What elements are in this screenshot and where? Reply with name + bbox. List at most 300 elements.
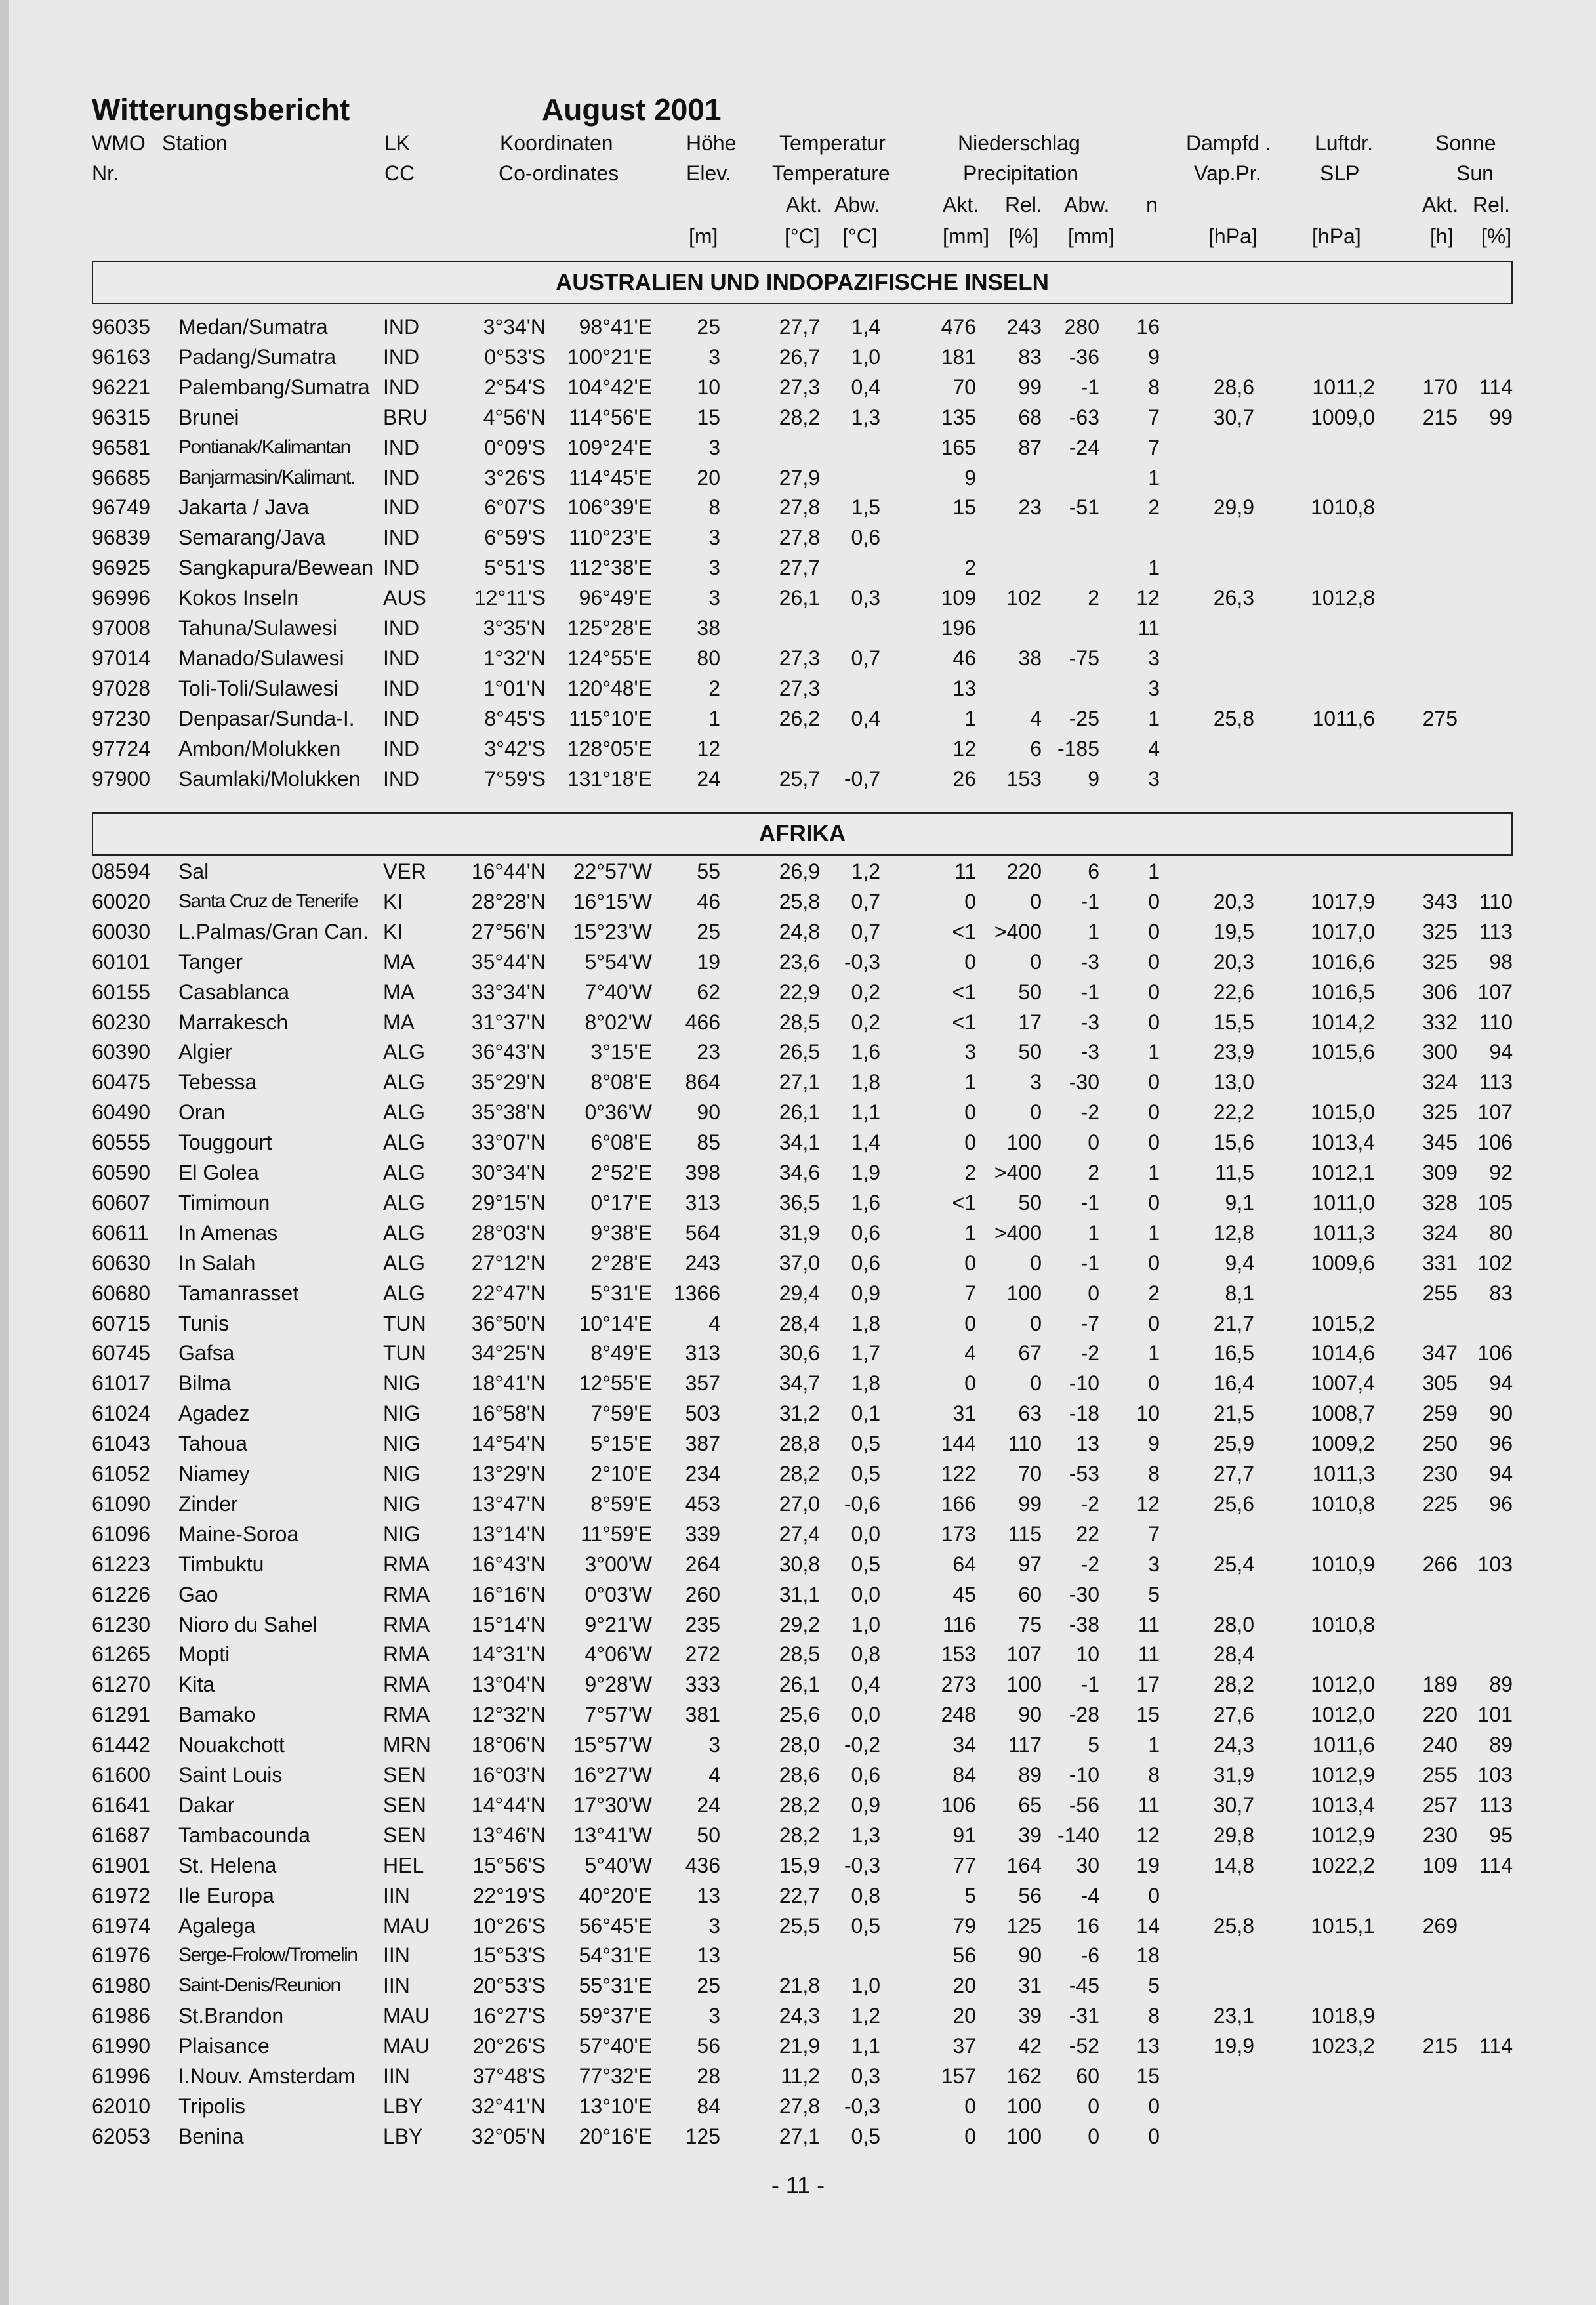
prec-deviation: -7 — [1080, 1312, 1099, 1335]
hdr-sun-akt: Akt. — [1422, 193, 1459, 217]
hdr-slp: SLP — [1320, 161, 1360, 185]
sea-level-pressure: 1009,0 — [1311, 405, 1375, 429]
prec-days: 17 — [1136, 1672, 1160, 1696]
longitude: 17°30'W — [573, 1793, 652, 1817]
elevation: 25 — [697, 920, 720, 944]
prec-relative: 0 — [1030, 1100, 1042, 1124]
wmo-number: 96221 — [92, 375, 150, 399]
prec-actual: 2 — [964, 556, 976, 579]
station-name: Gafsa — [178, 1341, 235, 1365]
temp-deviation: 0,7 — [851, 920, 880, 944]
temp-deviation: 0,7 — [851, 890, 880, 913]
country-code: HEL — [383, 1854, 424, 1877]
prec-days: 0 — [1148, 1010, 1160, 1034]
vapour-pressure: 16,4 — [1213, 1371, 1254, 1395]
table-row — [0, 432, 1596, 463]
prec-days: 7 — [1148, 405, 1160, 429]
sea-level-pressure: 1012,9 — [1311, 1763, 1375, 1787]
latitude: 27°56'N — [471, 920, 546, 944]
temp-actual: 36,5 — [779, 1191, 820, 1215]
sun-hours: 250 — [1422, 1432, 1458, 1455]
longitude: 54°31'E — [579, 1943, 652, 1967]
station-name: Timimoun — [178, 1191, 270, 1215]
prec-days: 0 — [1148, 1371, 1160, 1395]
station-name: Tripolis — [178, 2094, 245, 2118]
prec-relative: 162 — [1006, 2064, 1042, 2088]
temp-deviation: 0,6 — [851, 1251, 880, 1275]
prec-actual: 31 — [952, 1402, 976, 1425]
sea-level-pressure: 1010,8 — [1311, 1492, 1375, 1516]
latitude: 18°06'N — [471, 1733, 546, 1756]
latitude: 4°56'N — [483, 405, 546, 429]
table-row — [0, 1459, 1596, 1489]
wmo-number: 96315 — [92, 405, 150, 429]
temp-deviation: 0,3 — [851, 2064, 880, 2088]
sea-level-pressure: 1013,4 — [1311, 1793, 1375, 1817]
prec-relative: 3 — [1030, 1070, 1042, 1094]
hdr-precipitation-en: Precipitation — [963, 161, 1079, 185]
vapour-pressure: 9,1 — [1225, 1191, 1254, 1215]
sun-relative: 107 — [1477, 1100, 1513, 1124]
hdr-nr: Nr. — [92, 161, 119, 185]
elevation: 3 — [708, 1914, 720, 1938]
station-name: Saumlaki/Molukken — [178, 767, 361, 791]
prec-days: 0 — [1148, 1312, 1160, 1335]
prec-actual: 173 — [941, 1522, 976, 1546]
prec-days: 9 — [1148, 345, 1160, 369]
wmo-number: 60611 — [92, 1221, 149, 1245]
prec-actual: 165 — [941, 436, 976, 459]
prec-deviation: -10 — [1069, 1763, 1099, 1787]
table-row — [0, 1188, 1596, 1218]
latitude: 3°42'S — [484, 737, 546, 760]
sea-level-pressure: 1011,3 — [1312, 1221, 1375, 1245]
sun-relative: 83 — [1489, 1281, 1513, 1305]
elevation: 3 — [708, 2004, 720, 2027]
table-row — [0, 1278, 1596, 1308]
prec-deviation: -2 — [1080, 1100, 1099, 1124]
hdr-temp-akt: Akt. — [786, 193, 823, 217]
latitude: 20°26'S — [472, 2034, 546, 2058]
wmo-number: 60475 — [92, 1070, 150, 1094]
elevation: 4 — [708, 1763, 720, 1787]
temp-actual: 28,6 — [779, 1763, 820, 1787]
prec-relative: 38 — [1018, 646, 1042, 670]
prec-actual: 0 — [964, 1251, 976, 1275]
prec-days: 3 — [1148, 676, 1160, 700]
station-name: Tahuna/Sulawesi — [178, 616, 337, 640]
prec-relative: 100 — [1006, 2125, 1042, 2148]
temp-deviation: 0,4 — [851, 1672, 880, 1696]
temp-deviation: 0,0 — [851, 1583, 880, 1606]
prec-deviation: -185 — [1057, 737, 1099, 760]
sea-level-pressure: 1010,9 — [1311, 1552, 1375, 1576]
prec-days: 1 — [1148, 1161, 1160, 1184]
temp-actual: 28,4 — [779, 1312, 820, 1335]
prec-deviation: -2 — [1080, 1492, 1099, 1516]
sun-relative: 89 — [1489, 1733, 1513, 1756]
table-row — [0, 734, 1596, 764]
station-name: Ambon/Molukken — [178, 737, 341, 760]
prec-actual: 476 — [941, 315, 976, 339]
prec-actual: 153 — [941, 1642, 976, 1666]
prec-deviation: 30 — [1076, 1854, 1099, 1877]
latitude: 37°48'S — [472, 2064, 546, 2088]
sun-relative: 105 — [1477, 1191, 1513, 1215]
station-name: Jakarta / Java — [178, 495, 310, 519]
longitude: 124°55'E — [567, 646, 652, 670]
prec-days: 15 — [1136, 2064, 1160, 2088]
latitude: 28°03'N — [471, 1221, 546, 1245]
prec-actual: 166 — [941, 1492, 976, 1516]
temp-deviation: 1,2 — [851, 860, 880, 883]
longitude: 7°40'W — [584, 980, 652, 1004]
country-code: IIN — [383, 2064, 410, 2088]
temp-deviation: 1,7 — [851, 1341, 880, 1365]
prec-actual: 181 — [941, 345, 976, 369]
prec-relative: 107 — [1006, 1642, 1042, 1666]
temp-deviation: 0,6 — [851, 1763, 880, 1787]
sea-level-pressure: 1009,6 — [1311, 1251, 1375, 1275]
prec-days: 0 — [1148, 1191, 1160, 1215]
header-row-3 — [0, 193, 1596, 219]
country-code: IND — [383, 707, 420, 730]
prec-days: 0 — [1148, 950, 1160, 974]
prec-days: 7 — [1148, 436, 1160, 459]
section-header: AFRIKA — [92, 812, 1513, 856]
temp-actual: 28,8 — [779, 1432, 820, 1455]
longitude: 2°52'E — [590, 1161, 652, 1184]
latitude: 13°04'N — [471, 1672, 546, 1696]
latitude: 13°46'N — [471, 1823, 546, 1847]
country-code: MAU — [383, 1914, 430, 1938]
temp-deviation: 0,9 — [851, 1793, 880, 1817]
station-name: Banjarmasin/Kalimant. — [178, 467, 355, 488]
sun-relative: 98 — [1489, 950, 1513, 974]
sun-hours: 345 — [1422, 1131, 1458, 1154]
country-code: NIG — [383, 1462, 420, 1485]
station-name: Serge-Frolow/Tromelin — [178, 1944, 358, 1966]
sun-relative: 113 — [1479, 1070, 1513, 1094]
prec-actual: 106 — [941, 1793, 976, 1817]
temp-actual: 28,2 — [779, 1793, 820, 1817]
latitude: 22°47'N — [471, 1281, 546, 1305]
station-name: Niamey — [178, 1462, 250, 1485]
prec-days: 3 — [1148, 767, 1160, 791]
temp-actual: 28,5 — [779, 1642, 820, 1666]
wmo-number: 60230 — [92, 1010, 150, 1034]
hdr-temperature: Temperatur — [779, 131, 886, 155]
elevation: 20 — [697, 466, 720, 489]
latitude: 3°26'S — [484, 466, 546, 489]
wmo-number: 61024 — [92, 1402, 150, 1425]
prec-days: 11 — [1137, 1613, 1160, 1636]
longitude: 115°10'E — [569, 707, 652, 730]
wmo-number: 97900 — [92, 767, 150, 791]
latitude: 27°12'N — [471, 1251, 546, 1275]
station-name: Semarang/Java — [178, 526, 326, 549]
prec-actual: 37 — [952, 2034, 976, 2058]
temp-deviation: -0,3 — [844, 950, 880, 974]
longitude: 6°08'E — [590, 1131, 652, 1154]
sea-level-pressure: 1013,4 — [1311, 1131, 1375, 1154]
prec-days: 19 — [1136, 1854, 1160, 1877]
elevation: 1 — [708, 707, 720, 730]
sun-hours: 325 — [1422, 1100, 1458, 1124]
prec-relative: 17 — [1018, 1010, 1042, 1034]
prec-days: 2 — [1148, 495, 1160, 519]
longitude: 106°39'E — [567, 495, 652, 519]
elevation: 12 — [697, 737, 720, 760]
prec-relative: 65 — [1018, 1793, 1042, 1817]
table-row — [0, 552, 1596, 583]
table-row — [0, 1007, 1596, 1037]
prec-relative: >400 — [994, 1161, 1042, 1184]
elevation: 19 — [697, 950, 720, 974]
vapour-pressure: 15,5 — [1213, 1010, 1254, 1034]
prec-deviation: -1 — [1080, 1672, 1099, 1696]
prec-actual: 26 — [952, 767, 976, 791]
prec-deviation: 1 — [1088, 920, 1099, 944]
wmo-number: 61265 — [92, 1642, 150, 1666]
sea-level-pressure: 1014,2 — [1311, 1010, 1375, 1034]
unit-hpa-slp: [hPa] — [1312, 224, 1361, 248]
station-name: Denpasar/Sunda-I. — [178, 707, 355, 730]
sun-hours: 189 — [1422, 1672, 1458, 1696]
wmo-number: 61990 — [92, 2034, 150, 2058]
vapour-pressure: 20,3 — [1213, 890, 1254, 913]
sun-relative: 90 — [1489, 1402, 1513, 1425]
vapour-pressure: 20,3 — [1213, 950, 1254, 974]
wmo-number: 61687 — [92, 1823, 150, 1847]
country-code: MAU — [383, 2004, 430, 2027]
table-row — [0, 1940, 1596, 1970]
sun-hours: 306 — [1422, 980, 1458, 1004]
temp-actual: 37,0 — [779, 1251, 820, 1275]
elevation: 90 — [697, 1100, 720, 1124]
prec-relative: 125 — [1006, 1914, 1042, 1938]
prec-relative: 102 — [1006, 586, 1042, 610]
vapour-pressure: 28,2 — [1213, 1672, 1254, 1696]
prec-deviation: -53 — [1069, 1462, 1099, 1485]
wmo-number: 61976 — [92, 1943, 150, 1967]
temp-deviation: 1,4 — [851, 1131, 880, 1154]
table-row — [0, 372, 1596, 402]
sun-relative: 107 — [1477, 980, 1513, 1004]
prec-relative: 0 — [1030, 1251, 1042, 1275]
latitude: 30°34'N — [471, 1161, 546, 1184]
table-row — [0, 1609, 1596, 1640]
sea-level-pressure: 1012,0 — [1311, 1703, 1375, 1726]
sun-relative: 99 — [1489, 405, 1513, 429]
prec-days: 5 — [1148, 1974, 1160, 1997]
temp-deviation: -0,3 — [844, 1854, 880, 1877]
station-name: Medan/Sumatra — [178, 315, 328, 339]
prec-actual: 157 — [941, 2064, 976, 2088]
table-row — [0, 1519, 1596, 1549]
table-row — [0, 1730, 1596, 1760]
temp-actual: 31,9 — [779, 1221, 820, 1245]
table-row — [0, 703, 1596, 734]
temp-deviation: 0,9 — [851, 1281, 880, 1305]
wmo-number: 61974 — [92, 1914, 150, 1938]
hdr-lk: LK — [384, 131, 411, 155]
elevation: 3 — [708, 1733, 720, 1756]
elevation: 3 — [708, 526, 720, 549]
longitude: 2°10'E — [590, 1462, 652, 1485]
latitude: 36°43'N — [471, 1040, 546, 1064]
table-row — [0, 2061, 1596, 2091]
sea-level-pressure: 1012,1 — [1311, 1161, 1375, 1184]
prec-days: 0 — [1148, 920, 1160, 944]
longitude: 8°02'W — [584, 1010, 652, 1034]
vapour-pressure: 8,1 — [1225, 1281, 1254, 1305]
hdr-vapour: Dampfd . — [1186, 131, 1271, 155]
prec-relative: 100 — [1006, 2094, 1042, 2118]
prec-relative: 60 — [1018, 1583, 1042, 1606]
temp-actual: 30,6 — [779, 1341, 820, 1365]
header-row-1 — [0, 131, 1596, 157]
latitude: 16°16'N — [471, 1583, 546, 1606]
temp-actual: 27,8 — [779, 526, 820, 549]
longitude: 3°00'W — [584, 1552, 652, 1576]
station-name: Dakar — [178, 1793, 235, 1817]
longitude: 0°03'W — [584, 1583, 652, 1606]
prec-deviation: -1 — [1080, 1191, 1099, 1215]
station-name: L.Palmas/Gran Can. — [178, 920, 369, 944]
sea-level-pressure: 1017,0 — [1311, 920, 1375, 944]
country-code: SEN — [383, 1823, 426, 1847]
prec-relative: 39 — [1018, 2004, 1042, 2027]
latitude: 13°29'N — [471, 1462, 546, 1485]
station-name: St.Brandon — [178, 2004, 284, 2027]
prec-relative: 50 — [1018, 1191, 1042, 1215]
longitude: 9°28'W — [584, 1672, 652, 1696]
station-name: Gao — [178, 1583, 218, 1606]
elevation: 381 — [685, 1703, 720, 1726]
wmo-number: 61442 — [92, 1733, 150, 1756]
temp-deviation: 1,0 — [851, 1613, 880, 1636]
page-number: - 11 - — [771, 2172, 825, 2199]
table-row — [0, 1489, 1596, 1519]
table-row — [0, 947, 1596, 977]
country-code: MAU — [383, 2034, 430, 2058]
station-name: Saint-Denis/Reunion — [178, 1974, 340, 1996]
wmo-number: 97014 — [92, 646, 150, 670]
country-code: IND — [383, 737, 420, 760]
sun-relative: 114 — [1479, 1854, 1513, 1877]
wmo-number: 97008 — [92, 616, 150, 640]
station-name: Sal — [178, 860, 209, 883]
temp-actual: 27,3 — [779, 676, 820, 700]
country-code: IND — [383, 495, 420, 519]
station-name: Bilma — [178, 1371, 232, 1395]
elevation: 55 — [697, 860, 720, 883]
station-name: Toli-Toli/Sulawesi — [178, 676, 338, 700]
sun-relative: 92 — [1489, 1161, 1513, 1184]
latitude: 16°03'N — [471, 1763, 546, 1787]
prec-deviation: -3 — [1080, 1010, 1099, 1034]
prec-actual: 12 — [952, 737, 976, 760]
station-name: Nouakchott — [178, 1733, 285, 1756]
prec-actual: <1 — [952, 920, 976, 944]
prec-relative: 100 — [1006, 1672, 1042, 1696]
sun-hours: 240 — [1422, 1733, 1458, 1756]
latitude: 33°07'N — [471, 1131, 546, 1154]
header-row-4 — [0, 224, 1596, 251]
country-code: IND — [383, 676, 420, 700]
unit-temp: [°C] — [785, 224, 820, 248]
wmo-number: 60607 — [92, 1191, 150, 1215]
column-header — [0, 131, 1596, 262]
country-code: ALG — [383, 1281, 426, 1305]
sun-hours: 215 — [1422, 2034, 1458, 2058]
country-code: AUS — [383, 586, 426, 610]
table-row — [0, 1157, 1596, 1188]
sun-relative: 106 — [1477, 1341, 1513, 1365]
table-row — [0, 402, 1596, 432]
vapour-pressure: 25,9 — [1213, 1432, 1254, 1455]
temp-deviation: 1,8 — [851, 1070, 880, 1094]
temp-deviation: 0,5 — [851, 1432, 880, 1455]
hdr-prec-akt: Akt. — [943, 193, 979, 217]
latitude: 3°34'N — [483, 315, 546, 339]
elevation: 3 — [708, 586, 720, 610]
prec-actual: 116 — [942, 1613, 976, 1636]
vapour-pressure: 23,1 — [1213, 2004, 1254, 2027]
unit-sun-percent: [%] — [1481, 224, 1512, 248]
wmo-number: 61226 — [92, 1583, 150, 1606]
longitude: 8°08'E — [590, 1070, 652, 1094]
prec-days: 7 — [1148, 1522, 1160, 1546]
country-code: IND — [383, 646, 420, 670]
prec-actual: 5 — [964, 1884, 976, 1907]
longitude: 104°42'E — [567, 375, 652, 399]
latitude: 34°25'N — [471, 1341, 546, 1365]
longitude: 128°05'E — [567, 737, 652, 760]
prec-relative: 39 — [1018, 1823, 1042, 1847]
prec-days: 18 — [1136, 1943, 1160, 1967]
latitude: 12°11'S — [474, 586, 546, 610]
elevation: 50 — [697, 1823, 720, 1847]
prec-deviation: -3 — [1080, 1040, 1099, 1064]
temp-actual: 27,0 — [779, 1492, 820, 1516]
prec-days: 2 — [1148, 1281, 1160, 1305]
station-name: Nioro du Sahel — [178, 1613, 317, 1636]
temp-deviation: 0,0 — [851, 1522, 880, 1546]
table-row — [0, 1037, 1596, 1067]
temp-deviation: 0,0 — [851, 1703, 880, 1726]
vapour-pressure: 16,5 — [1213, 1341, 1254, 1365]
country-code: LBY — [383, 2125, 423, 2148]
table-row — [0, 2001, 1596, 2031]
unit-mm: [mm] — [943, 224, 990, 248]
sun-hours: 255 — [1422, 1281, 1458, 1305]
prec-relative: 50 — [1018, 1040, 1042, 1064]
table-row — [0, 1549, 1596, 1579]
temp-deviation: 1,9 — [851, 1161, 880, 1184]
elevation: 28 — [697, 2064, 720, 2088]
wmo-number: 96685 — [92, 466, 150, 489]
sea-level-pressure: 1015,0 — [1311, 1100, 1375, 1124]
temp-deviation: 1,1 — [851, 1100, 880, 1124]
temp-actual: 15,9 — [779, 1854, 820, 1877]
elevation: 453 — [685, 1492, 720, 1516]
temp-actual: 22,7 — [779, 1884, 820, 1907]
prec-relative: 100 — [1006, 1131, 1042, 1154]
prec-deviation: -52 — [1069, 2034, 1099, 2058]
longitude: 5°40'W — [584, 1854, 652, 1877]
